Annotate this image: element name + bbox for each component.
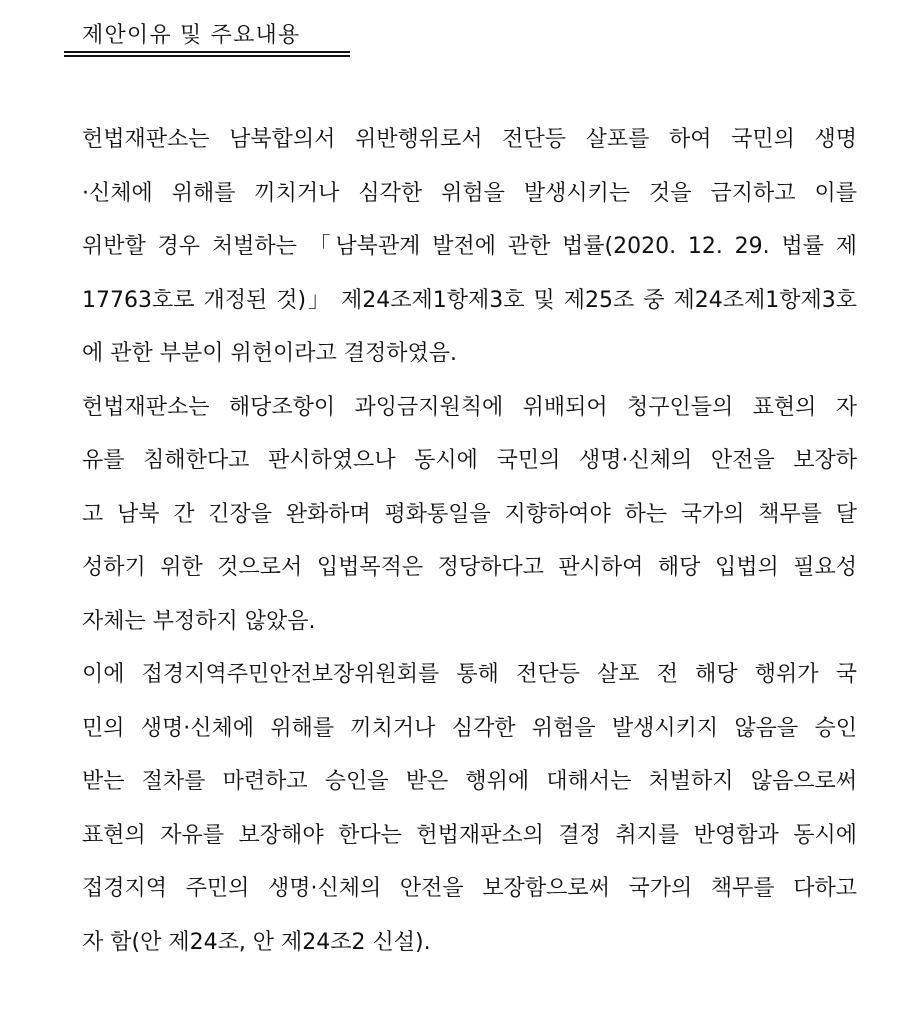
document-body — [60, 113, 857, 969]
paragraph-line: 이에 접경지역주민안전보장위원회를 통해 전단등 살포 전 해당 행위가 국 — [82, 662, 857, 687]
paragraph-line: 헌법재판소는 해당조항이 과잉금지원칙에 위배되어 청구인들의 표현의 자 — [82, 394, 857, 420]
paragraph-line: 헌법재판소는 남북합의서 위반행위로서 전단등 살포를 하여 국민의 생명 — [82, 127, 857, 152]
paragraph-line: 받는 절차를 마련하고 승인을 받은 행위에 대해서는 처벌하지 않음으로써 — [82, 769, 857, 794]
paragraph-line: 17763호로 개정된 것)」 제24조제1항제3호 및 제25조 중 제24조제1항제3호 — [82, 287, 857, 313]
paragraph-3 — [60, 648, 857, 969]
heading-underline-bottom — [64, 55, 350, 57]
paragraph-1 — [60, 113, 857, 381]
paragraph-line: 위반할 경우 처벌하는 「남북관계 발전에 관한 법률(2020. 12. 29. 법률 제 — [82, 234, 857, 259]
paragraph-line: 에 관한 부분이 위헌이라고 결정하였음. — [82, 341, 457, 366]
paragraph-line: 유를 침해한다고 판시하였으나 동시에 국민의 생명·신체의 안전을 보장하 — [82, 448, 857, 473]
paragraph-2 — [60, 381, 857, 649]
paragraph-line: ·신체에 위해를 끼치거나 심각한 위험을 발생시키는 것을 금지하고 이를 — [82, 180, 857, 206]
paragraph-line: 성하기 위한 것으로서 입법목적은 정당하다고 판시하여 해당 입법의 필요성 — [82, 555, 857, 580]
heading-underline-top — [64, 51, 350, 53]
paragraph-line: 자체는 부정하지 않았음. — [82, 608, 316, 634]
paragraph-line: 자 함(안 제24조, 안 제24조2 신설). — [82, 929, 431, 955]
paragraph-line: 접경지역 주민의 생명·신체의 안전을 보장함으로써 국가의 책무를 다하고 — [82, 876, 857, 901]
paragraph-line: 고 남북 간 긴장을 완화하며 평화통일을 지향하여야 하는 국가의 책무를 달 — [82, 501, 857, 527]
paragraph-line: 민의 생명·신체에 위해를 끼치거나 심각한 위험을 발생시키지 않음을 승인 — [82, 715, 857, 741]
paragraph-line: 표현의 자유를 보장해야 한다는 헌법재판소의 결정 취지를 반영함과 동시에 — [82, 822, 857, 848]
section-heading-block — [64, 18, 350, 58]
section-heading: 제안이유 및 주요내용 — [82, 23, 301, 48]
